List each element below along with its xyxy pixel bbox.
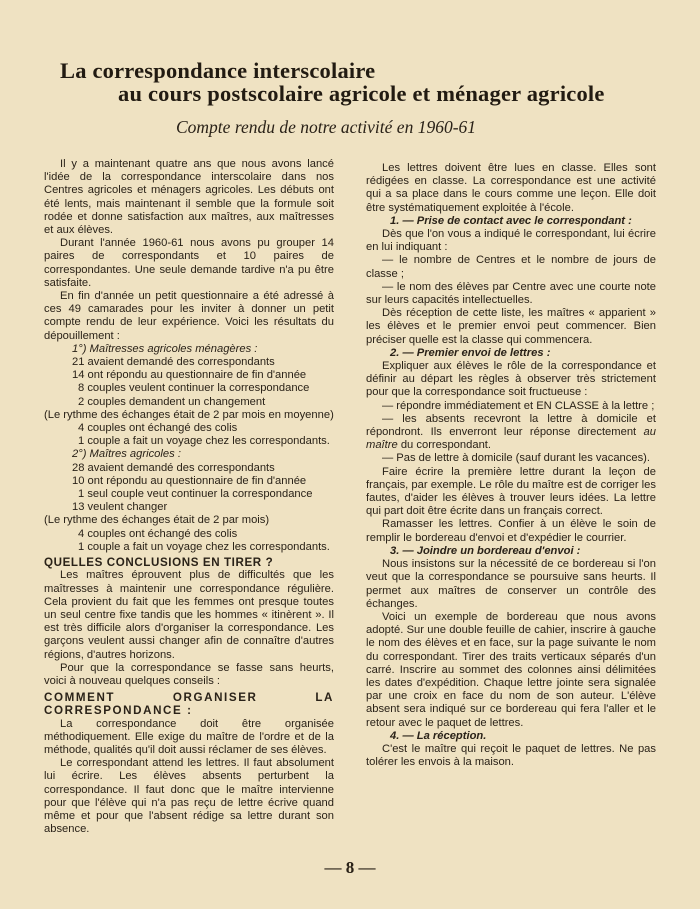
paragraph: Il y a maintenant quatre ans que nous avons lancé l'idée de la correspondance interscolaire dans nos Centres agricoles et ménagers agricoles. Les débuts ont été lents, mais maintenant il semble que la formule soit rodée et donne satisfaction aux maîtres, aux maîtresses et aux élèves. <box>44 158 334 237</box>
paragraph: Dès que l'on vous a indiqué le correspondant, lui écrire en lui indiquant : <box>366 228 656 254</box>
paragraph <box>366 413 656 453</box>
section-heading: QUELLES CONCLUSIONS EN TIRER ? <box>44 556 274 570</box>
list-item: 4 couples ont échangé des colis <box>78 527 238 540</box>
emphasis: au maître <box>366 426 656 452</box>
list-item: 28 avaient demandé des correspondants <box>72 461 275 474</box>
left-column <box>44 158 334 836</box>
list-item: 21 avaient demandé des correspondants <box>72 356 275 369</box>
step-heading: 3. — Joindre un bordereau d'envoi : <box>390 544 581 557</box>
paragraph: Les lettres doivent être lues en classe. Elles sont rédigées en classe. La correspondance est une activité qui a sa place dans le cours comme une leçon. Elle doit être systématiquement exploitée à l'école. <box>366 162 656 214</box>
results-list-2 <box>44 462 334 554</box>
paragraph: Dès réception de cette liste, les maîtres « apparient » les élèves et le premier envoi peut commencer. Bien préciser quelle est la classe qui commencera. <box>366 307 656 346</box>
paragraph: Pour que la correspondance se fasse sans heurts, voici à nouveau quelques conseils : <box>44 661 334 687</box>
list-item: 8 couples veulent continuer la correspondance <box>78 382 310 395</box>
paragraph: La correspondance doit être organisée méthodiquement. Elle exige du maître de l'ordre et de la méthode, qualités qu'il doit aussi réclamer de ses élèves. <box>44 717 334 756</box>
list-item: (Le rythme des échanges était de 2 par mois) <box>44 514 270 527</box>
paragraph: Les maîtres éprouvent plus de difficultés que les maîtresses à maintenir une correspondance régulière. Cela provient du fait que les femmes ont presque toutes un seul centre fixe tandis que les hommes « itinèrent ». Il est très difficile alors d'organiser la correspondance. Les garçons veulent aussi changer afin de connaître d'autres régions, d'autres horizons. <box>44 569 334 661</box>
paragraph: Nous insistons sur la nécessité de ce bordereau si l'on veut que la correspondance se poursuive sans heurts. Il permet aux maîtres de conserver un contrôle des échanges. <box>366 558 656 610</box>
paragraph: Le correspondant attend les lettres. Il faut absolument lui écrire. Les élèves absents perturbent la correspondance. Il faut donc que le maître intervienne pour que l'élève qui n'a pas reçu de lettre écrive quand même et pour que l'absent rédige sa lettre durant son absence. <box>44 757 334 836</box>
list-item: 1 couple a fait un voyage chez les correspondants. <box>78 435 330 448</box>
paragraph: En fin d'année un petit questionnaire a été adressé à ces 49 camarades pour les inviter à donner un petit compte rendu de leur expérience. Voici les résultats du dépouillement : <box>44 290 334 342</box>
text-run: — les absents recevront la lettre à domicile et répondront. Ils enverront leur réponse directement <box>366 412 656 439</box>
paragraph: Durant l'année 1960-61 nous avons pu grouper 14 paires de correspondants et 10 paires de correspondantes. Une seule demande tardive n'a pu être satisfaite. <box>44 237 334 289</box>
list-item: 2 couples demandent un changement <box>78 395 266 408</box>
paragraph: — le nom des élèves par Centre avec une courte note sur leurs capacités intellectuelles. <box>366 280 656 307</box>
paragraph: — répondre immédiatement et EN CLASSE à la lettre ; <box>382 399 655 412</box>
step-heading: 4. — La réception. <box>390 729 487 742</box>
paragraph: Ramasser les lettres. Confier à un élève le soin de remplir le bordereau d'envoi et d'expédier le courrier. <box>366 518 656 544</box>
list-item: 4 couples ont échangé des colis <box>78 422 238 435</box>
page-number: — 8 — <box>324 858 376 877</box>
list-item: 14 ont répondu au questionnaire de fin d'année <box>72 369 307 382</box>
list-item: 10 ont répondu au questionnaire de fin d'année <box>72 474 307 487</box>
list-item: 1 couple a fait un voyage chez les correspondants. <box>78 540 330 553</box>
paragraph: — Pas de lettre à domicile (sauf durant les vacances). <box>382 452 651 465</box>
list-item: 1 seul couple veut continuer la correspondance <box>78 488 313 501</box>
step-heading: 1. — Prise de contact avec le correspondant : <box>390 214 632 227</box>
text-run: du correspondant. <box>397 439 492 452</box>
paragraph: Voici un exemple de bordereau que nous avons adopté. Sur une double feuille de cahier, inscrire à gauche le nom des élèves et en face, sur la page suivante le nom du correspondant. Tirer des traits verticaux séparés d'un carré. Inscrire au sommet des colonnes ainsi délimitées les dates d'expédition. Chaque lettre jointe sera signalée par une croix en face du nom de son auteur. L'élève absent sera indiqué sur ce bordereau qui fera l'aller et le retour avec le paquet de lettres. <box>366 610 656 729</box>
section-heading: COMMENT ORGANISER LA CORRESPONDANCE : <box>44 691 334 718</box>
subtitle: Compte rendu de notre activité en 1960-61 <box>176 117 477 137</box>
subheading: 2°) Maîtres agricoles : <box>72 448 181 461</box>
list-item: (Le rythme des échanges était de 2 par mois en moyenne) <box>44 408 334 421</box>
paragraph: Faire écrire la première lettre durant la leçon de français, par exemple. Le rôle du maître est de corriger les fautes, d'aider les élèves à trouver leurs idées. La lettre qui part doit être écrite dans un français correct. <box>366 465 656 518</box>
paragraph: Expliquer aux élèves le rôle de la correspondance et définir au départ les règles à observer très strictement pour que la correspondance soit fructueuse : <box>366 360 656 399</box>
title-line-1: La correspondance interscolaire <box>60 58 376 83</box>
paragraph: C'est le maître qui reçoit le paquet de lettres. Ne pas tolérer les envois à la maison. <box>366 742 656 769</box>
step-heading: 2. — Premier envoi de lettres : <box>390 346 551 359</box>
list-item: 13 veulent changer <box>72 501 168 514</box>
title-line-2: au cours postscolaire agricole et ménager agricole <box>118 81 605 106</box>
results-list-1 <box>44 356 334 448</box>
right-column <box>366 162 656 769</box>
paragraph: — le nombre de Centres et le nombre de jours de classe ; <box>366 254 656 280</box>
subheading: 1°) Maîtresses agricoles ménagères : <box>72 342 258 355</box>
